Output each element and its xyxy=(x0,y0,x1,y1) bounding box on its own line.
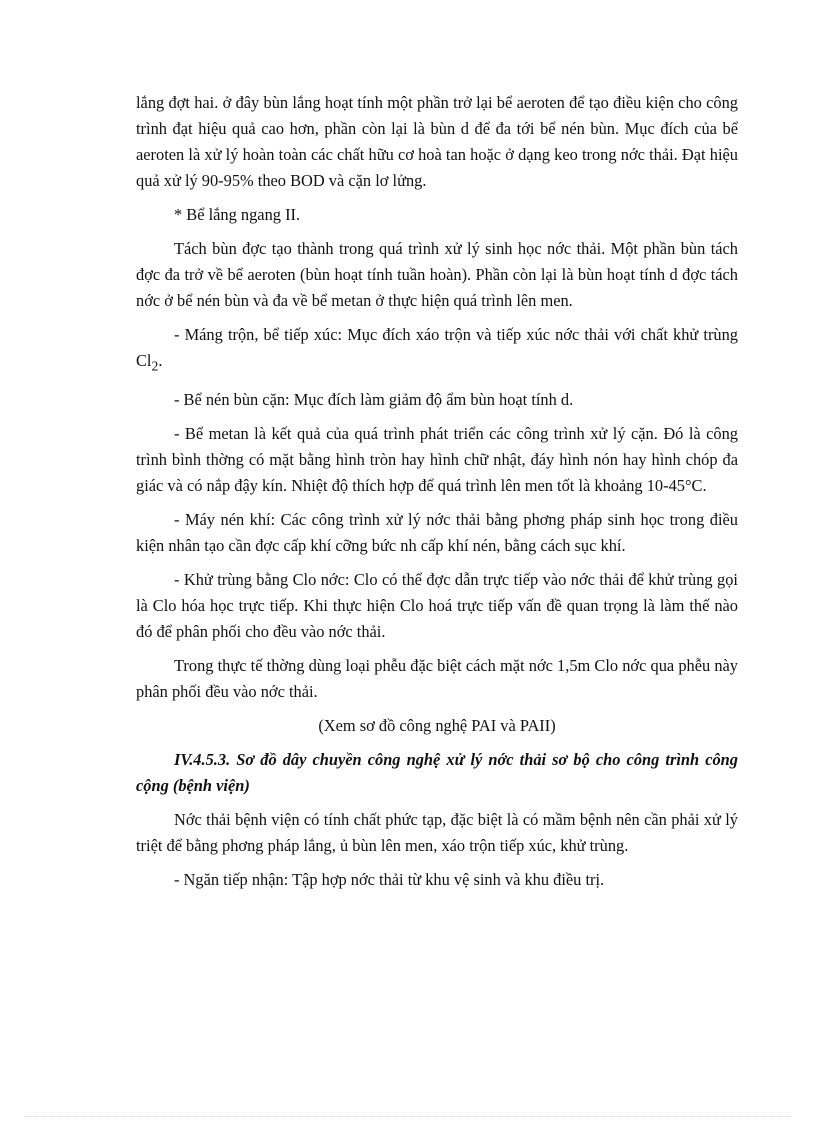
paragraph-methane-tank: - Bể metan là kết quả của quá trình phát triển các công trình xử lý cặn. Đó là công trình bình thờng có mặt bằng hình tròn hay hình chữ nhật, đáy hình nón hay hình chóp đa giác và có nắp đậy kín. Nhiệt độ thích hợp để quá trình lên men tốt là khoảng 10-45°C. xyxy=(136,424,738,496)
document-page xyxy=(136,90,738,901)
paragraph-sludge-settling: lắng đợt hai. ở đây bùn lắng hoạt tính một phần trở lại bể aeroten để tạo điều kiện cho công trình đạt hiệu quả cao hơn, phần còn lại là bùn d để đa tới bể nén bùn. Mục đích của bể aeroten là xử lý hoàn toàn các chất hữu cơ hoà tan hoặc ở dạng keo trong nớc thải. Đạt hiệu quả xử lý 90-95% theo BOD và cặn lơ lửng. xyxy=(136,93,738,190)
paragraph-mixing-tank xyxy=(136,322,738,379)
page-bottom-divider xyxy=(24,1116,792,1117)
paragraph-air-compressor: - Máy nén khí: Các công trình xử lý nớc thải bằng phơng pháp sinh học trong điều kiện nhân tạo cần đợc cấp khí cỡng bức nh cấp khí nén, bằng cách sục khí. xyxy=(136,510,738,556)
mixing-tank-end: . xyxy=(158,351,163,370)
chlorine-subscript: 2 xyxy=(151,358,159,374)
paragraph-secondary-tank-title: * Bể lắng ngang II. xyxy=(174,205,301,224)
paragraph-hospital-wastewater: Nớc thải bệnh viện có tính chất phức tạp, đặc biệt là có mầm bệnh nên cần phải xử lý triệt để bằng phơng pháp lắng, ủ bùn lên men, xáo trộn tiếp xúc, khử trùng. xyxy=(136,810,738,856)
paragraph-sludge-separation: Tách bùn đợc tạo thành trong quá trình xử lý sinh học nớc thải. Một phần bùn tách đợc đa trở về bể aeroten (bùn hoạt tính tuần hoàn). Phần còn lại là bùn hoạt tính d đợc tách nớc ở bể nén bùn và đa về bể metan ở thực hiện quá trình lên men. xyxy=(136,239,738,310)
paragraph-diagram-reference: (Xem sơ đồ công nghệ PAI và PAII) xyxy=(318,716,556,736)
paragraph-sludge-thickener: - Bể nén bùn cặn: Mục đích làm giảm độ ẩm bùn hoạt tính d. xyxy=(174,390,574,410)
paragraph-chlorine-disinfection: - Khử trùng bằng Clo nớc: Clo có thể đợc dẫn trực tiếp vào nớc thải để khử trùng gọi là Clo hóa học trực tiếp. Khi thực hiện Clo hoá trực tiếp vấn đề quan trọng là làm thế nào đó để phân phối cho đều vào nớc thải. xyxy=(136,570,738,642)
mixing-tank-text: - Máng trộn, bể tiếp xúc: Mục đích xáo trộn và tiếp xúc nớc thải với chất khử trùng Cl xyxy=(136,325,738,370)
section-heading: IV.4.5.3. Sơ đồ dây chuyền công nghệ xử lý nớc thải sơ bộ cho công trình công cộng (bệnh viện) xyxy=(136,750,738,796)
paragraph-funnel: Trong thực tế thờng dùng loại phễu đặc biệt cách mặt nớc 1,5m Clo nớc qua phễu này phân phối đều vào nớc thải. xyxy=(136,656,738,702)
paragraph-receiving-chamber: - Ngăn tiếp nhận: Tập hợp nớc thải từ khu vệ sinh và khu điều trị. xyxy=(174,870,605,890)
